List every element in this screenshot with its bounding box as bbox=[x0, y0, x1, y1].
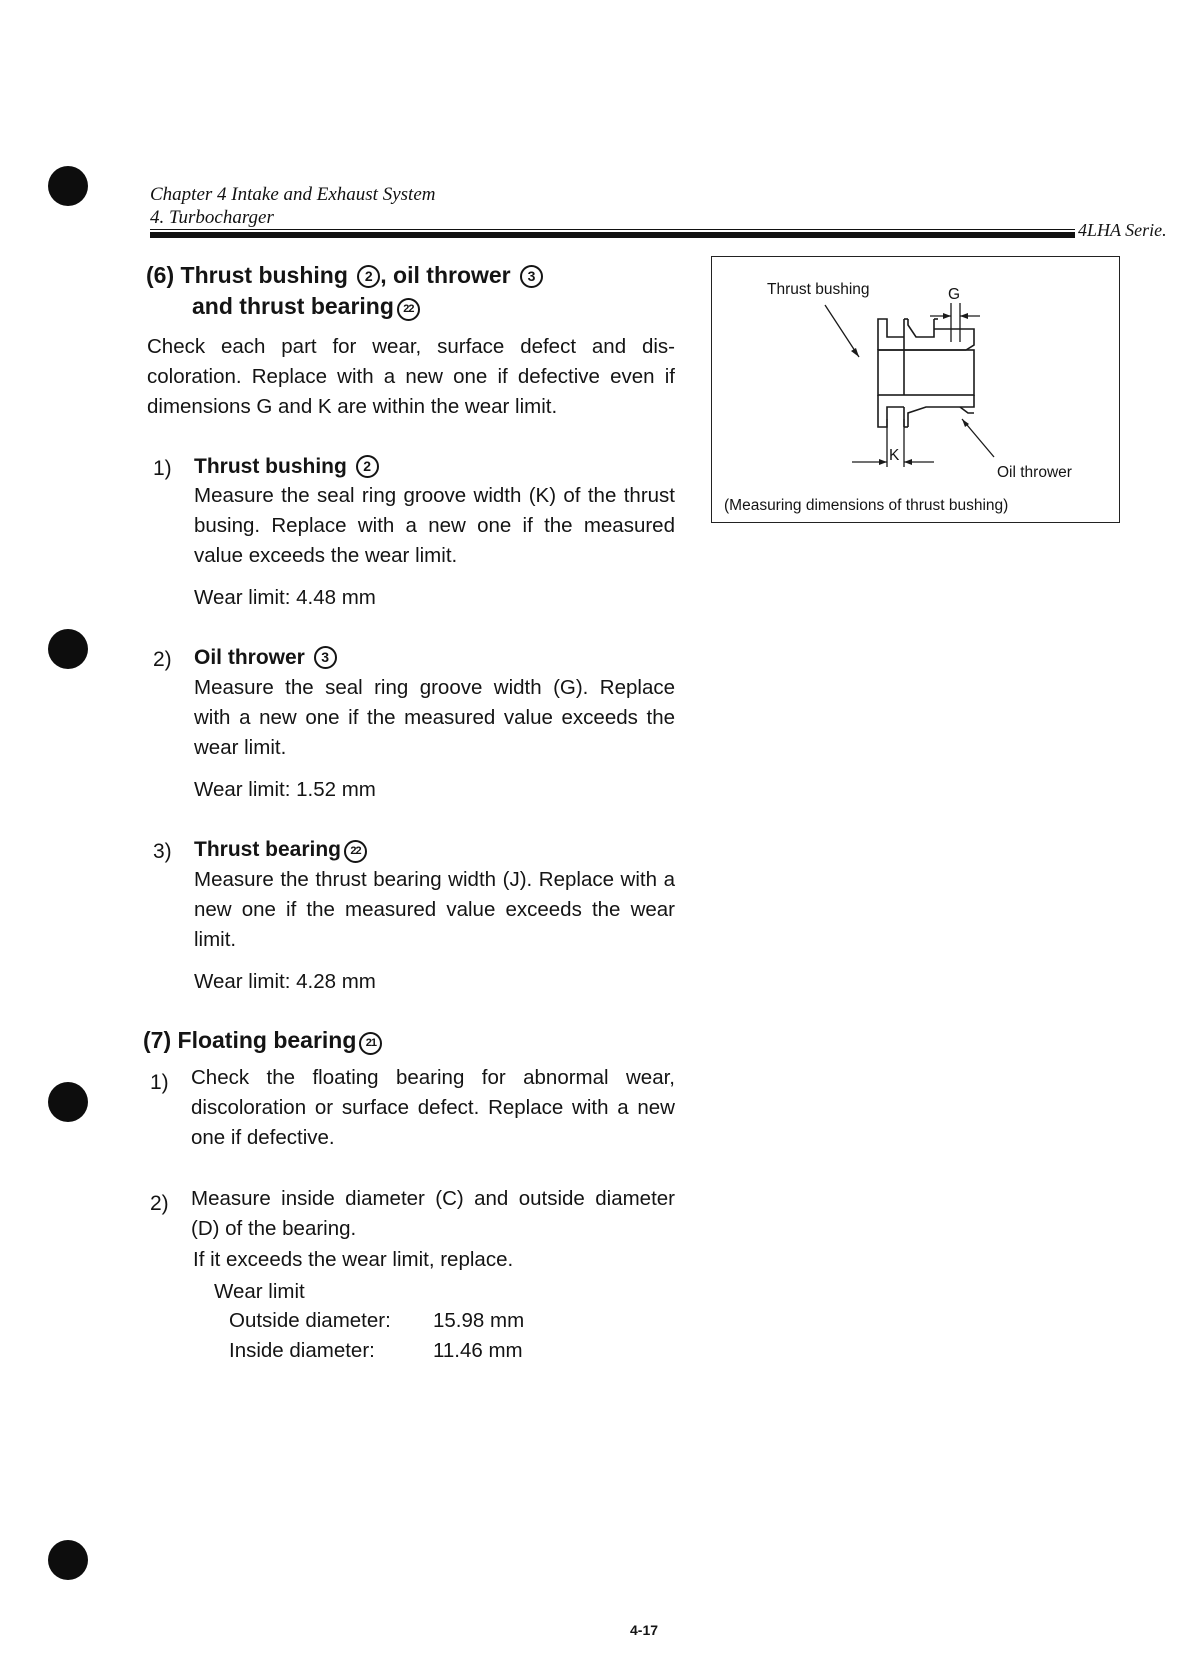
item-number: 2) bbox=[150, 1192, 169, 1215]
header-rule bbox=[150, 232, 1075, 238]
ref-number-thrust-bearing: 22 bbox=[344, 840, 367, 863]
wear-limit-title: Wear limit bbox=[214, 1280, 305, 1303]
label-k: K bbox=[889, 447, 900, 464]
section-6-title: Thrust bushing bbox=[180, 262, 348, 288]
item-body: Measure inside diameter (C) and outside diameter (D) of the bearing. bbox=[191, 1187, 675, 1240]
thrust-bushing-figure bbox=[711, 256, 1120, 523]
outside-diameter-label: Outside diameter: bbox=[229, 1309, 391, 1332]
wear-limit: Wear limit: 4.28 mm bbox=[194, 970, 376, 993]
item-heading bbox=[194, 455, 379, 479]
ref-number-oil-thrower: 3 bbox=[520, 265, 543, 288]
outside-diameter-value: 15.98 mm bbox=[433, 1309, 525, 1332]
item-title: Thrust bushing bbox=[194, 455, 347, 478]
ref-number-thrust-bushing: 2 bbox=[356, 455, 379, 478]
wear-limit: Wear limit: 1.52 mm bbox=[194, 778, 376, 801]
item-body: Measure the seal ring groove width (G). Replace with a new one if the measured value exceeds the wear limit. bbox=[194, 676, 675, 759]
item-title: Oil thrower bbox=[194, 646, 305, 669]
punch-hole bbox=[48, 1082, 88, 1122]
item-instruction: If it exceeds the wear limit, replace. bbox=[193, 1248, 514, 1271]
item-body: Measure the thrust bearing width (J). Replace with a new one if the measured value exceeds the wear limit. bbox=[194, 868, 675, 951]
section-title: 4. Turbocharger bbox=[150, 207, 274, 228]
ref-number-thrust-bushing: 2 bbox=[357, 265, 380, 288]
item-heading bbox=[194, 646, 337, 670]
punch-hole bbox=[48, 629, 88, 669]
item-body: Measure the seal ring groove width (K) of the thrust busing. Replace with a new one if the measured value exceeds the wear limit. bbox=[194, 484, 675, 567]
page-number: 4-17 bbox=[630, 1622, 659, 1638]
ref-number-floating-bearing: 21 bbox=[359, 1032, 382, 1055]
item-number: 1) bbox=[150, 1071, 169, 1094]
wear-limit: Wear limit: 4.48 mm bbox=[194, 586, 376, 609]
section-7-number: (7) bbox=[143, 1027, 172, 1053]
section-6-heading bbox=[146, 262, 543, 289]
ref-number-oil-thrower: 3 bbox=[314, 646, 337, 669]
section-6-number: (6) bbox=[146, 262, 175, 288]
item-body: Check the floating bearing for abnormal wear, discoloration or surface defect. Replace with a new one if defective. bbox=[191, 1066, 675, 1149]
section-6-title-line2: and thrust bearing bbox=[192, 293, 394, 319]
inside-diameter-value: 11.46 mm bbox=[433, 1339, 523, 1362]
punch-hole bbox=[48, 1540, 88, 1580]
section-7-title: Floating bearing bbox=[177, 1027, 357, 1053]
header-rule bbox=[150, 229, 1075, 230]
ref-number-thrust-bearing: 22 bbox=[397, 298, 420, 321]
inside-diameter-label: Inside diameter: bbox=[229, 1339, 375, 1362]
item-heading bbox=[194, 838, 367, 863]
section-6-intro: Check each part for wear, surface defect and dis-coloration. Replace with a new one if defective even if dimensions G and K are within the wear limit. bbox=[147, 335, 675, 418]
section-6-title-sep: , oil thrower bbox=[380, 262, 511, 288]
label-thrust-bushing: Thrust bushing bbox=[767, 281, 870, 298]
label-oil-thrower: Oil thrower bbox=[997, 464, 1072, 481]
punch-hole bbox=[48, 166, 88, 206]
chapter-title: Chapter 4 Intake and Exhaust System bbox=[150, 184, 436, 205]
item-number: 1) bbox=[153, 457, 172, 480]
label-g: G bbox=[948, 286, 961, 303]
section-6-heading-line2 bbox=[192, 293, 420, 321]
item-number: 2) bbox=[153, 648, 172, 671]
section-7-heading bbox=[143, 1027, 382, 1055]
series-label: 4LHA Serie. bbox=[1078, 220, 1167, 240]
figure-caption: (Measuring dimensions of thrust bushing) bbox=[724, 497, 1009, 514]
item-title: Thrust bearing bbox=[194, 838, 342, 861]
item-number: 3) bbox=[153, 840, 172, 863]
